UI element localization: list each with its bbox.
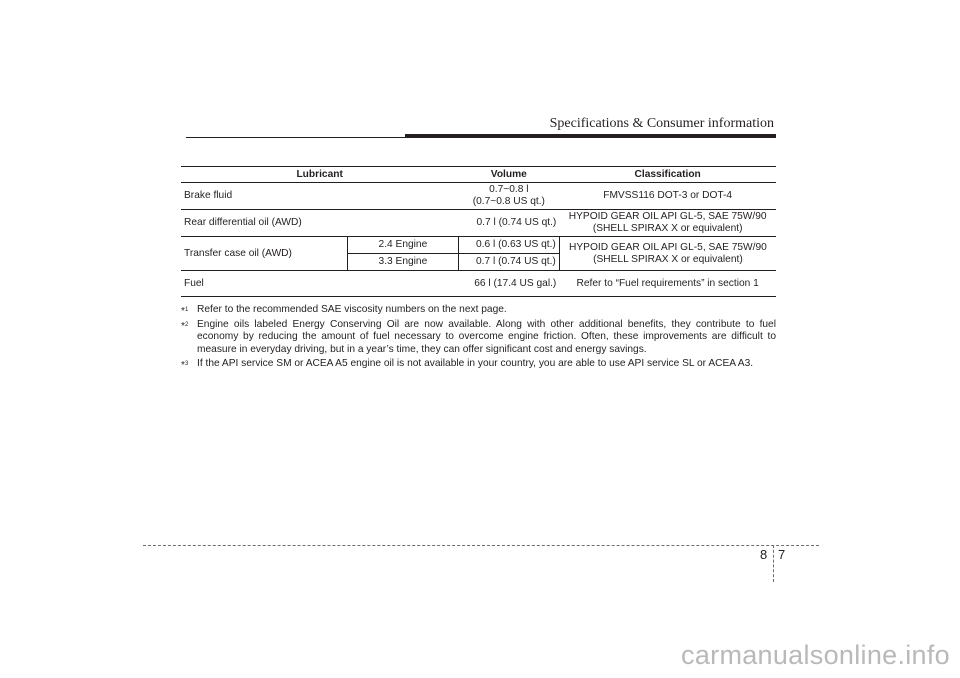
lubricant-spec-table [181,166,776,297]
footnote-marker: *$^3$ [181,360,189,372]
watermark: carmanualsonline.info [681,640,950,670]
footnotes [181,304,776,373]
classification-line: HYPOID GEAR OIL API GL-5, SAE 75W/90 [568,211,767,222]
column-header-lubricant: Lubricant [181,167,458,183]
classification-line: HYPOID GEAR OIL API GL-5, SAE 75W/90 [569,241,767,253]
classification-line: (SHELL SPIRAX X or equivalent) [593,253,743,265]
volume-line: 0.7~0.8 l [489,184,529,195]
footnote-marker: *$^1$ [181,306,189,317]
volume-cell [458,183,559,210]
footnote-text: Engine oils labeled Energy Conserving Oil are now available. Along with other additional benefits, they contribute to fuel economy by reducing the amount of fuel necessary to overcome engine friction. Often, these improvements are difficult to measure in everyday driving, but in a year’s time, they can offer significant cost and energy savings. [197,318,776,355]
footnote [181,358,776,371]
footer-rule [143,545,819,546]
column-header-classification: Classification [559,167,776,183]
page-number: 7 [778,547,786,562]
volume-cell: 0.7 l (0.74 US qt.) [458,254,559,271]
volume-line: (0.7~0.8 US qt.) [472,196,545,207]
table-row [181,271,776,297]
lubricant-cell: Brake fluid [181,183,458,210]
volume-cell: 0.7 l (0.74 US qt.) [458,210,559,237]
lubricant-cell: Fuel [181,271,458,297]
lubricant-cell: Rear differential oil (AWD) [181,210,458,237]
volume-cell: 66 l (17.4 US gal.) [458,271,559,297]
footnote [181,304,776,317]
table-row [181,237,776,254]
classification-cell [559,210,776,237]
classification-cell: Refer to “Fuel requirements” in section 1 [559,271,776,297]
header-rule-thick [405,134,776,138]
column-header-volume: Volume [458,167,559,183]
table-row [181,183,776,210]
lubricant-cell: Transfer case oil (AWD) [181,237,348,271]
engine-cell: 2.4 Engine [348,237,459,254]
footer-divider [773,545,774,582]
footnote [181,319,776,357]
footnote-text: Refer to the recommended SAE viscosity numbers on the next page. [197,304,507,315]
footnote-text: If the API service SM or ACEA A5 engine oil is not available in your country, you are able to use API service SL or ACEA A3. [197,358,754,370]
classification-cell: FMVSS116 DOT-3 or DOT-4 [559,183,776,210]
table-row [181,210,776,237]
table-header-row [181,167,776,183]
page-header-title: Specifications & Consumer information [549,116,774,131]
classification-line: (SHELL SPIRAX X or equivalent) [592,223,743,234]
classification-cell [559,237,776,271]
engine-cell: 3.3 Engine [348,254,459,271]
footnote-marker: *$^2$ [181,320,189,332]
volume-cell: 0.6 l (0.63 US qt.) [458,237,559,254]
page-section-number: 8 [760,547,768,562]
